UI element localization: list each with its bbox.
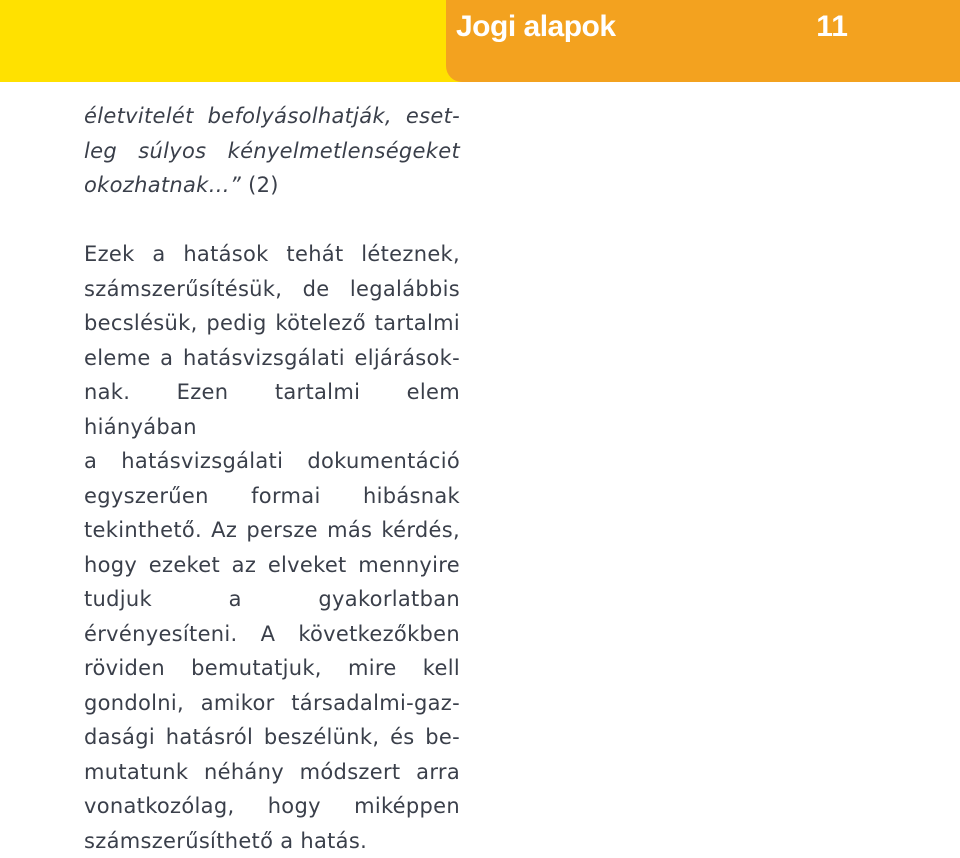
paragraph-line: mutatunk néhány módszert arra	[84, 755, 460, 790]
quote-line: leg súlyos kényelmetlenségeket	[84, 134, 460, 169]
paragraph-line: hogy ezeket az elveket mennyire	[84, 548, 460, 583]
paragraph-line: érvényesíteni. A következőkben	[84, 617, 460, 652]
paragraph-line: a hatásvizsgálati dokumentáció	[84, 444, 460, 479]
page-number: 11	[816, 10, 848, 44]
quote-line: életvitelét befolyásolhatják, eset-	[84, 99, 460, 134]
paragraph-line: egyszerűen formai hibásnak	[84, 479, 460, 514]
paragraph-line: tudjuk a gyakorlatban	[84, 582, 460, 617]
paragraph-line: dasági hatásról beszélünk, és be-	[84, 720, 460, 755]
page-header	[0, 0, 960, 82]
quote-reference: (2)	[241, 173, 279, 197]
quote-line-text: okozhatnak…”	[84, 173, 241, 197]
paragraph-line-last: számszerűsíthető a hatás.	[84, 824, 460, 858]
paragraph-line: eleme a hatásvizsgálati eljárások-	[84, 341, 460, 376]
paragraph-line: számszerűsítésük, de legalábbis	[84, 272, 460, 307]
paragraph-line: vonatkozólag, hogy miképpen	[84, 789, 460, 824]
quote-line-last	[84, 168, 460, 203]
header-yellow-band	[0, 0, 462, 82]
paragraph-line: tekinthető. Az persze más kérdés,	[84, 513, 460, 548]
section-title: Jogi alapok	[456, 10, 616, 44]
paragraph-line: Ezek a hatások tehát léteznek,	[84, 237, 460, 272]
body-paragraph	[84, 237, 460, 858]
paragraph-line: gondolni, amikor társadalmi-gaz-	[84, 686, 460, 721]
paragraph-line: röviden bemutatjuk, mire kell	[84, 651, 460, 686]
paragraph-line: nak. Ezen tartalmi elem hiányában	[84, 375, 460, 444]
paragraph-line: becslésük, pedig kötelező tartalmi	[84, 306, 460, 341]
quote-block	[84, 99, 460, 203]
